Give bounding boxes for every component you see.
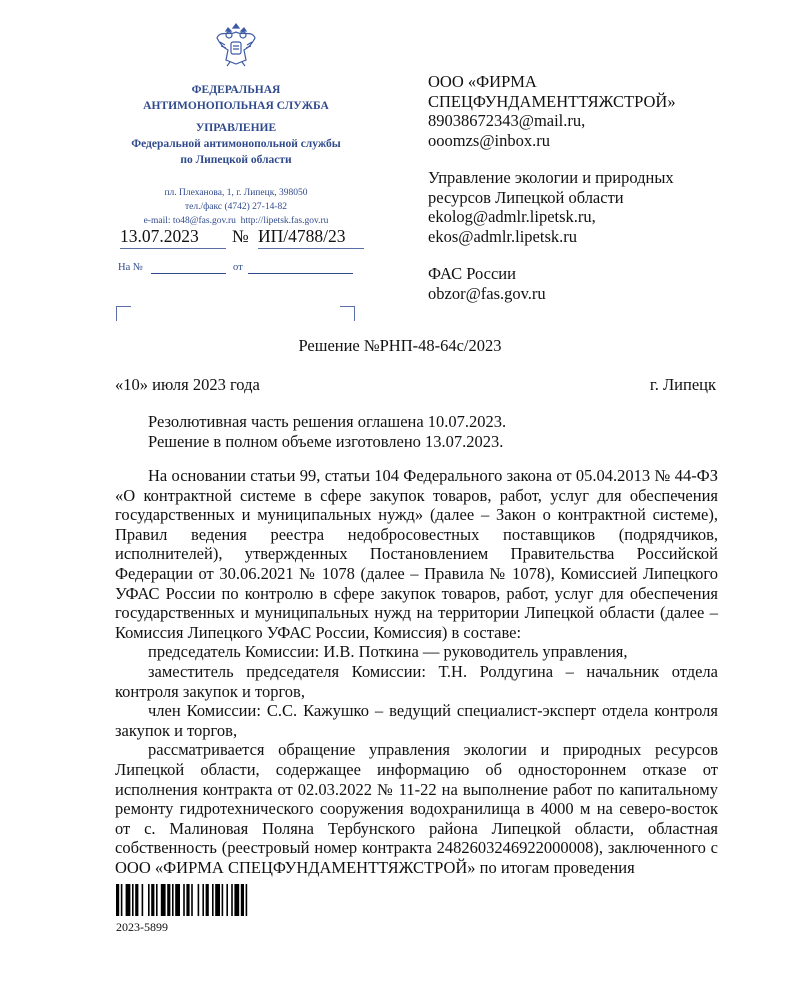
addressee-line: ресурсов Липецкой области — [428, 187, 624, 207]
document-title: Решение №РНП-48-64с/2023 — [298, 336, 502, 355]
registration-date: 13.07.2023 — [120, 226, 226, 249]
letterhead-org-line1: ФЕДЕРАЛЬНАЯ — [191, 84, 281, 96]
body-paragraph: председатель Комиссии: И.В. Поткина — руководитель управления, — [148, 642, 628, 662]
addressee-ecology-department — [428, 168, 768, 246]
from-line — [248, 273, 353, 274]
document-body — [115, 466, 718, 877]
letterhead-dept-line3: по Липецкой области — [180, 154, 292, 166]
body-paragraph: заместитель председателя Комиссии: Т.Н. Ролдугина – начальник отдела контроля закупок и торгов, — [115, 661, 718, 701]
addressee-company — [428, 72, 768, 150]
registration-number-sign: № — [232, 226, 249, 246]
addressee-line: СПЕЦФУНДАМЕНТТЯЖСТРОЙ» — [428, 91, 676, 111]
letterhead-address: пл. Плеханова, 1, г. Липецк, 398050 — [164, 188, 308, 198]
reply-to-label: На № — [118, 262, 143, 273]
resolution-announced-note: Резолютивная часть решения оглашена 10.07.2023. — [148, 412, 507, 431]
addressee-email: ekos@admlr.lipetsk.ru — [428, 226, 578, 246]
letterhead-org-line2: АНТИМОНОПОЛЬНАЯ СЛУЖБА — [143, 100, 329, 112]
addressee-email: obzor@fas.gov.ru — [428, 283, 546, 303]
barcode-number: 2023-5899 — [116, 920, 168, 934]
body-paragraph: На основании статьи 99, статьи 104 Федерального закона от 05.04.2013 № 44-ФЗ «О контрактной системе в сфере закупок товаров, работ, услуг для обеспечения государственных и муниципальных нужд» (далее – Закон о контрактной системе), Правил ведения реестра недобросовестных поставщиков (подрядчиков, исполнителей), утвержденных Постановлением Правительства Российской Федерации от 30.06.2021 № 1078 (далее – Правила № 1078), Комиссией Липецкого УФАС России по контролю в сфере закупок товаров, работ, услуг для обеспечения государственных и муниципальных нужд на территории Липецкой области (далее – Комиссия Липецкого УФАС России, Комиссия) в составе: — [115, 466, 718, 642]
addressee-fas-russia — [428, 264, 768, 303]
document-date: «10» июля 2023 года — [115, 375, 260, 394]
addressee-email: 89038672343@mail.ru, — [428, 111, 586, 130]
letterhead-department — [100, 120, 372, 168]
letterhead-email: e-mail: to48@fas.gov.ru http://lipetsk.fas.gov.ru — [143, 216, 329, 226]
from-label: от — [233, 262, 243, 273]
body-paragraph: член Комиссии: С.С. Кажушко – ведущий специалист-эксперт отдела контроля закупок и торгов, — [115, 701, 718, 740]
corner-mark-right — [340, 306, 355, 321]
addressee-email: ooomzs@inbox.ru — [428, 130, 550, 150]
letterhead-dept-line2: Федеральной антимонопольной службы — [131, 138, 341, 150]
decision-prepared-note: Решение в полном объеме изготовлено 13.07.2023. — [148, 432, 504, 451]
addressee-line: ООО «ФИРМА — [428, 72, 537, 91]
letterhead-org — [100, 82, 372, 114]
addressee-line: Управление экологии и природных — [428, 168, 674, 187]
barcode-icon — [116, 884, 298, 916]
document-city: г. Липецк — [649, 375, 716, 394]
addressee-line: ФАС России — [428, 264, 516, 283]
corner-mark-left — [116, 306, 131, 321]
russian-coat-of-arms-icon — [214, 20, 258, 68]
letterhead-dept-line1: УПРАВЛЕНИЕ — [195, 122, 277, 134]
body-paragraph: рассматривается обращение управления экологии и природных ресурсов Липецкой области, содержащее информацию об одностороннем отказе от исполнения контракта от 02.03.2022 № 11-22 на выполнение работ по капитальному ремонту гидротехнического сооружения водохранилища в 4000 м на северо-восток от с. Малиновая Поляна Тербунского района Липецкой области, областная собственность (реестровый номер контракта 2482603246922000008), заключенного с ООО «ФИРМА СПЕЦФУНДАМЕНТТЯЖСТРОЙ» по итогам проведения — [115, 740, 718, 877]
addressee-email: ekolog@admlr.lipetsk.ru, — [428, 207, 596, 226]
letterhead-contacts — [100, 186, 372, 228]
registration-number: ИП/4788/23 — [258, 226, 364, 249]
reply-to-line — [151, 273, 226, 274]
letterhead-phone: тел./факс (4742) 27-14-82 — [185, 202, 287, 212]
